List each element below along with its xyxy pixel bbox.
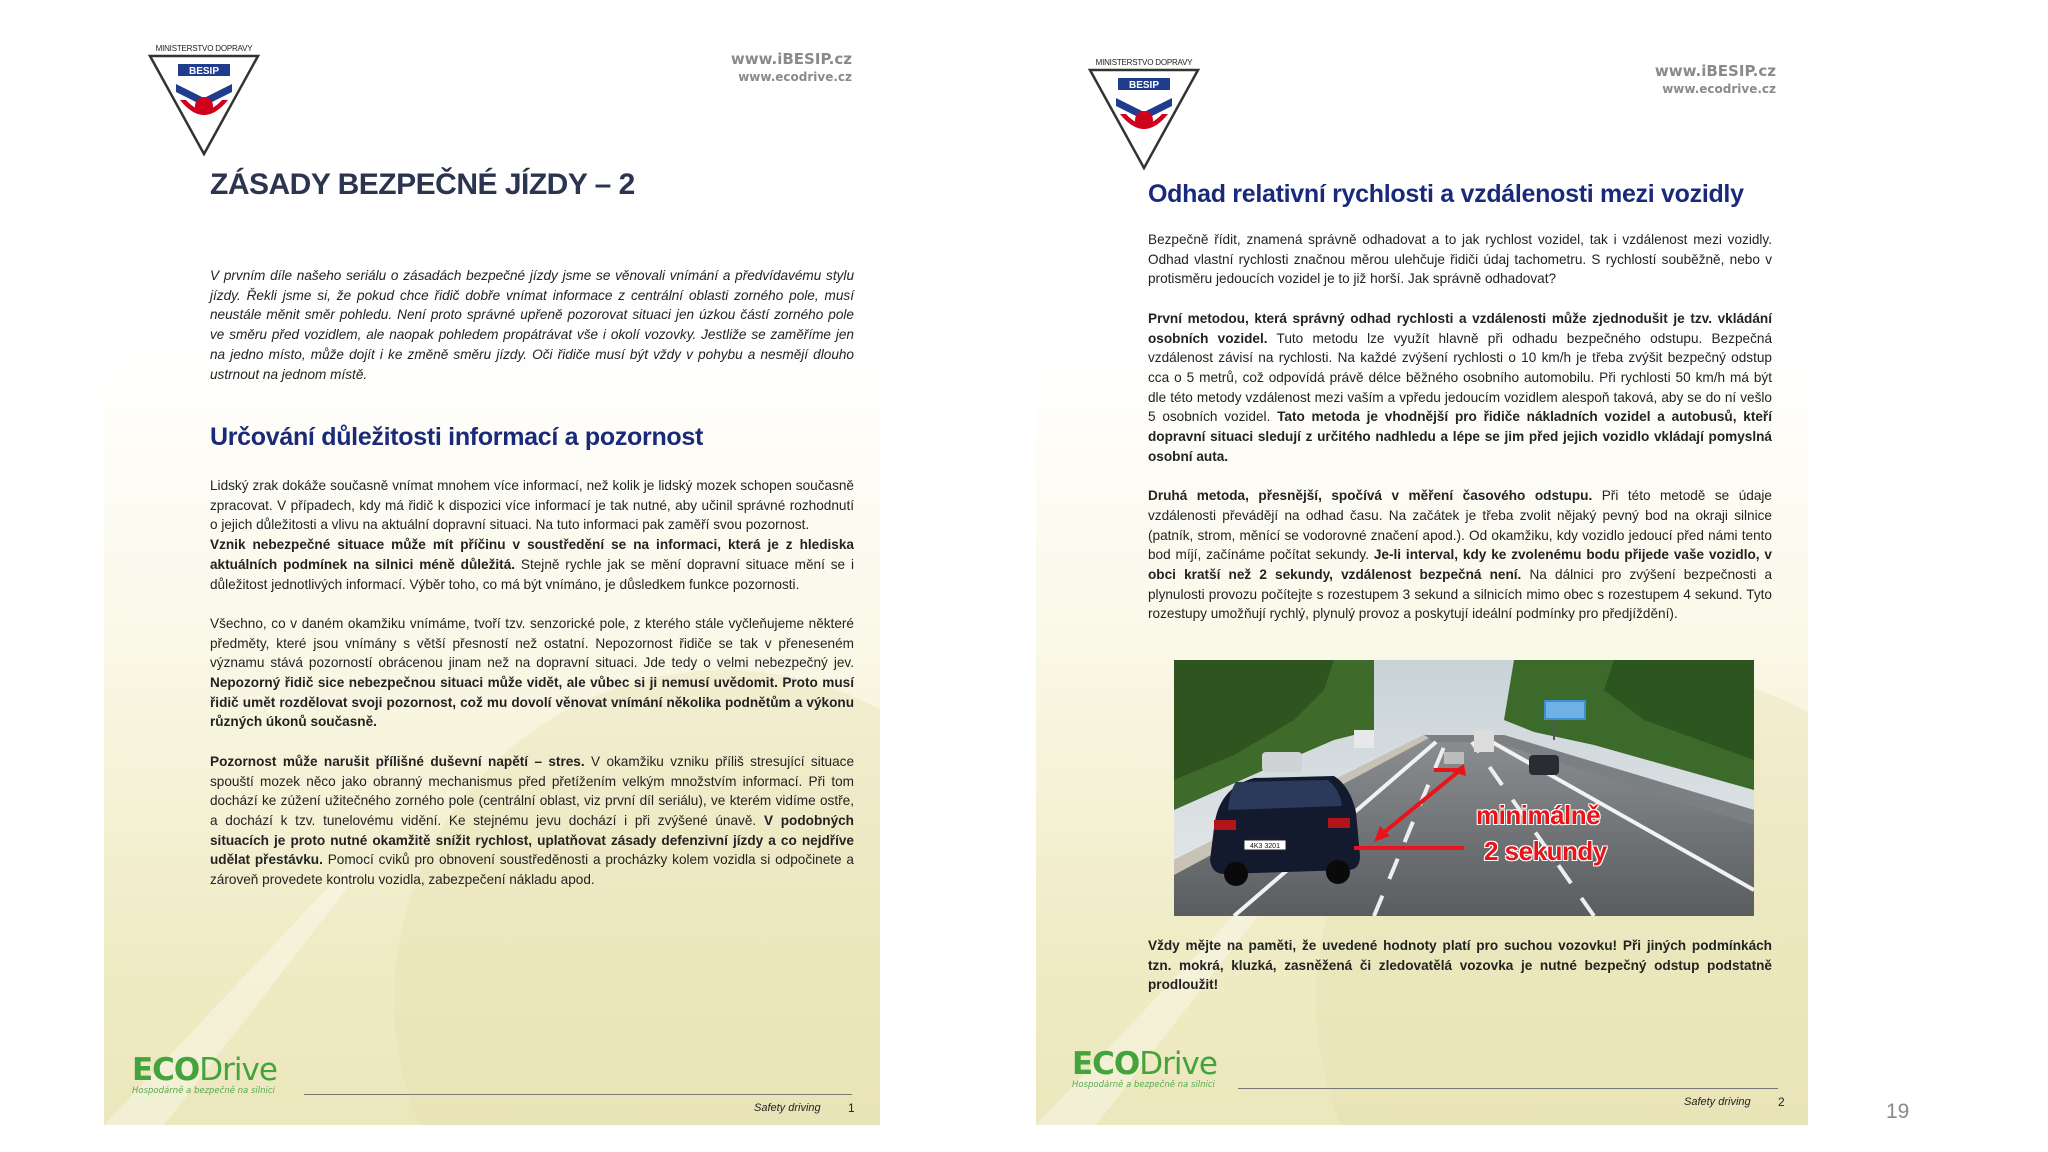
eco-brand-rest: Drive (199, 1052, 277, 1088)
ecodrive-logo (1072, 1046, 1217, 1090)
besip-brand-text: BESIP (1128, 80, 1160, 91)
paragraph-1: Lidský zrak dokáže současně vnímat mnohem více informací, než kolik je lidský mozek schopen současně zpracovat. V případech, kdy má řidič k dispozici více informací je tak nutné, aby učinil správné rozhodnutí o jejich důležitosti a vlivu na aktuální dopravní situaci. Na tuto informaci pak zaměří svou pozornost. (210, 478, 854, 533)
ministry-label: MINISTERSTVO DOPRAVY (155, 44, 253, 53)
paragraph-4-bold-2: V podobných situacích je proto nutné okamžitě snížit rychlost, uplatňovat zásady defenzivní jízdy a co nejdříve udělat přestávku. (210, 812, 854, 868)
paragraph-3-text: Při této metodě se údaje vzdálenosti převádějí na odhad času. Na začátek je třeba zvolit nějaký pevný bod na okraji silnice (patník, strom, měnící se vodorovné značení apod.). Od okamžiku, kdy vozidlo jedoucí před námi tento bod míjí, začínáme počítat sekundy. (1148, 488, 1772, 563)
paragraph-3-bold: Nepozorný řidič sice nebezpečnou situaci může vidět, ale vůbec si ji nemusí uvědomit. Proto musí řidič umět rozdělovat svoji pozornost, což mu dovolí věnovat vnímání několika podnětům a výkonu různých úkonů současně. (210, 675, 854, 730)
ecodrive-url[interactable]: www.ecodrive.cz (1662, 82, 1776, 96)
photo-label-line-2: 2 sekundy (1484, 836, 1607, 866)
document-page-2 (1036, 0, 1808, 1125)
besip-shield-icon (1088, 68, 1200, 172)
paragraph-2-bold: Vznik nebezpečné situace může mít příčinu v soustředění se na informaci, která je z hlediska aktuálních podmínek na silnici méně důležitá. (210, 537, 854, 572)
intro-paragraph: V prvním díle našeho seriálu o zásadách bezpečné jízdy jsme se věnovali vnímání a předvídavému stylu jízdy. Řekli jsme si, že pokud chce řidič dobře vnímat informace z centrální oblasti zorného pole, musí neustále měnit směr pohledu. Není proto správné upřeně pozorovat situaci jen úzkou částí zorného pole ve směru před vozidlem, ale naopak pohledem propátrávat vše i okolí vozovky. Jestliže se zaměříme jen na jedno místo, může dojít i ke změně směru jízdy. Oči řidiče musí být vždy v pohybu a nesmějí dlouho ustrnout na jednom místě. (210, 268, 854, 382)
eco-tagline: Hospodárně a bezpečně na silnici (132, 1086, 275, 1096)
site-urls (1655, 62, 1776, 96)
besip-brand-text: BESIP (188, 66, 220, 77)
footer-section-label: Safety driving (754, 1102, 821, 1114)
ecodrive-logo (132, 1052, 277, 1096)
paragraph-4 (210, 752, 854, 890)
footer-divider (1238, 1088, 1778, 1089)
section-heading: Určování důležitosti informací a pozornost (210, 423, 704, 451)
ecodrive-url[interactable]: www.ecodrive.cz (738, 70, 852, 84)
paragraph-4-bold: Pozornost může narušit přílišné duševní napětí – stres. (210, 753, 585, 769)
paragraph-2 (1148, 309, 1772, 467)
paragraph-3 (210, 614, 854, 732)
document-page-1 (104, 0, 880, 1125)
eco-tagline: Hospodárně a bezpečně na silnici (1072, 1080, 1215, 1090)
paragraph-4-text-2: Pomocí cviků pro obnovení soustředěnosti a procházky kolem vozidla si odpočinete a zároveň provedete kontrolu vozidla, zabezpečení nákladu apod. (210, 852, 854, 888)
footer-divider (304, 1094, 852, 1095)
ibesip-url[interactable]: www.iBESIP.cz (1654, 62, 1776, 80)
site-urls (731, 50, 852, 84)
paragraph-3 (1148, 486, 1772, 624)
paragraph-3-bold-2: Je-li interval, kdy ke zvolenému bodu přijede vaše vozidlo, v obci kratší než 2 sekundy, vzdálenost bezpečná není. (1148, 547, 1772, 582)
page-title: ZÁSADY BEZPEČNÉ JÍZDY – 2 (210, 168, 635, 201)
closing-paragraph (1148, 936, 1772, 995)
ibesip-url[interactable]: www.iBESIP.cz (730, 50, 852, 68)
ministry-label: MINISTERSTVO DOPRAVY (1095, 58, 1193, 67)
eco-brand-rest: Drive (1139, 1046, 1217, 1082)
paragraph-3-text: Všechno, co v daném okamžiku vnímáme, tvoří tzv. senzorické pole, z kterého stále vyčleňujeme některé předměty, které jsou vnímány s větší přesností než ostatní. Nepozornost řidiče se tak v přeneseném významu stává pozorností obrácenou jinam než na dopravní situaci. Jde tedy o velmi nebezpečný jev. (210, 615, 854, 671)
paragraph-2-text: Tuto metodu lze využít hlavně při odhadu bezpečného odstupu. Bezpečná vzdálenost závisí na rychlosti. Na každé zvýšení rychlosti o 10 km/h je třeba zvýšit bezpečný odstup cca o 5 metrů, což odpovídá právě délce běžného osobního automobilu. Při rychlosti 50 km/h má být dle této metody vzdálenost mezi vaším a vpředu jedoucím vozidlem alespoň taková, aby se do ní vešlo 5 osobních vozidel. (1148, 330, 1773, 425)
eco-brand-bold: ECO (1072, 1046, 1140, 1082)
page-number: 1 (848, 1101, 855, 1115)
eco-brand-bold: ECO (132, 1052, 200, 1088)
photo-label-line-1: minimálně (1476, 800, 1601, 830)
highway-scene-illustration (1174, 660, 1754, 916)
section-body (1148, 230, 1772, 644)
page-number: 2 (1778, 1095, 1785, 1109)
paragraph-3-bold: Druhá metoda, přesnější, spočívá v měření časového odstupu. (1148, 488, 1593, 504)
paragraph-3-text-2: Na dálnici pro zvýšení bezpečnosti a plynulosti provozu počítejte s rozestupem 3 sekund a silnicích mimo obec s rozestupem 4 sekund. Tyto rozestupy umožňují rychlý, plynulý provoz a poskytují ideální podmínky pro předjíždění). (1148, 566, 1773, 622)
footer-section-label: Safety driving (1684, 1096, 1751, 1108)
paragraph-2-bold-2: Tato metoda je vhodnější pro řidiče nákladních vozidel a autobusů, kteří dopravní situaci sledují z určitého nadhledu a lépe se jim před jejich vozidlo vkládají pomyslná osobní auta. (1148, 409, 1772, 464)
section-heading: Odhad relativní rychlosti a vzdálenosti mezi vozidly (1148, 180, 1744, 208)
closing-bold: Vždy mějte na paměti, že uvedené hodnoty platí pro suchou vozovku! Při jiných podmínkách tzn. mokrá, kluzká, zasněžená či zledovatělá vozovka je nutné bezpečný odstup podstatně prodloužit! (1148, 938, 1772, 993)
paragraph-2-text: Stejně rychle jak se mění dopravní situace mění se i důležitost jednotlivých informací. Výběr toho, co má být vnímáno, je důsledkem funkce pozornosti. (210, 556, 854, 592)
paragraph-1: Bezpečně řídit, znamená správně odhadovat a to jak rychlost vozidel, tak i vzdálenost mezi vozidly. Odhad vlastní rychlosti značnou měrou ulehčuje řidiči údaj tachometru. S rychlostí souběžně, nebo v protisměru jedoucích vozidel je to již horší. Jak správně odhadovat? (1148, 232, 1772, 287)
paragraph-2-bold: První metodou, která správný odhad rychlosti a vzdálenosti může zjednodušit je tzv. vkládání osobních vozidel. (1148, 310, 1772, 346)
section-body (210, 476, 854, 909)
slide-number: 19 (1886, 1100, 1910, 1123)
license-plate-text: 4K3 3201 (1250, 843, 1280, 850)
paragraph-2 (210, 535, 854, 594)
besip-shield-icon (148, 54, 260, 158)
road-photo (1174, 660, 1754, 916)
paragraph-4-text: V okamžiku vzniku příliš stresující situace spouští mozek něco jako obranný mechanismus před přetížením velkým množstvím informací. Při tom dochází ke zúžení užitečného zorného pole (centrální oblast, viz první díl seriálu), ve kterém vidíme ostře, a dochází k tzv. tunelovému vidění. Ke stejnému jevu dochází i při zvýšené únavě. (210, 753, 855, 828)
